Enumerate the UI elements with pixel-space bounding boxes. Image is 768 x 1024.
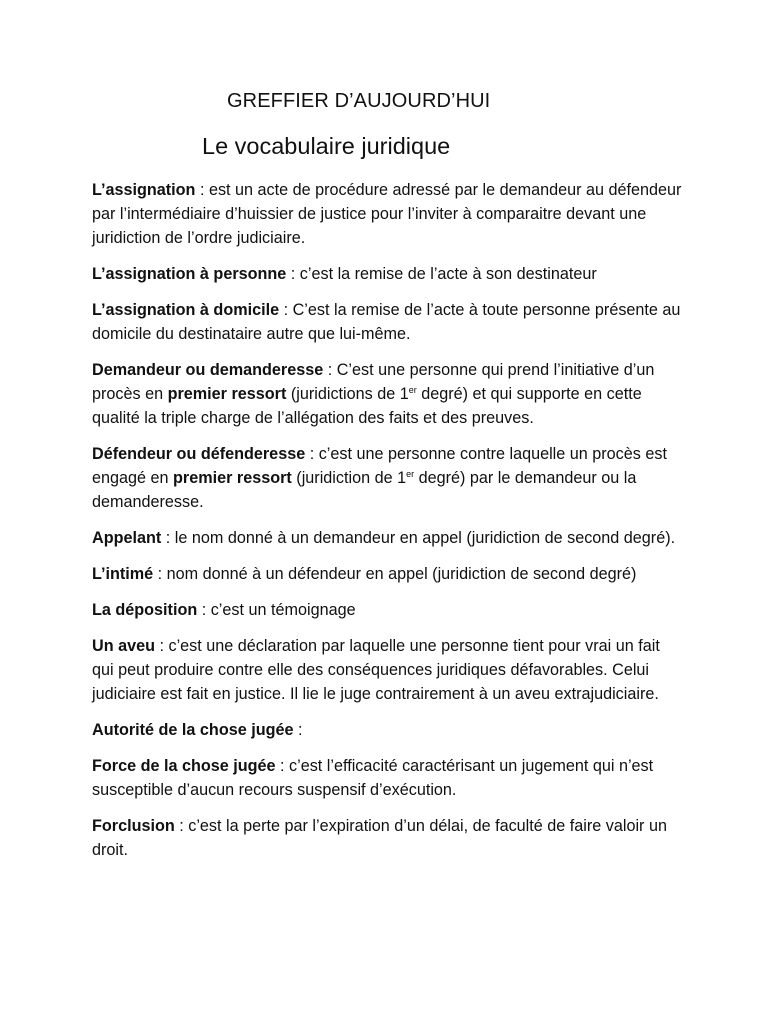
entry-definition: : c’est une déclaration par laquelle une personne tient pour vrai un fait qui peut produire contre elle des conséquences juridiques défavorables. Celui judiciaire est fait en justice. Il lie le juge contrairement à un aveu extrajudiciaire. bbox=[92, 637, 660, 703]
glossary-entry-intime bbox=[92, 562, 682, 586]
entry-emphasis: premier ressort bbox=[167, 385, 287, 403]
glossary-entry-force-chose-jugee bbox=[92, 754, 682, 802]
entry-definition: : C’est la remise de l’acte à toute personne présente au domicile du destinataire autre que lui-même. bbox=[92, 301, 681, 343]
entry-term: Demandeur ou demanderesse bbox=[92, 361, 324, 379]
entry-term: L’assignation à domicile bbox=[92, 301, 280, 319]
entry-definition-part: degré) par le demandeur ou la demanderesse. bbox=[92, 469, 637, 511]
glossary-entry-assignation-a-domicile bbox=[92, 298, 682, 346]
glossary-entry-assignation-a-personne bbox=[92, 262, 682, 286]
entry-term: L’assignation bbox=[92, 181, 196, 199]
entry-definition: : est un acte de procédure adressé par le demandeur au défendeur par l’intermédiaire d’huissier de justice pour l’inviter à comparaitre devant une juridiction de l’ordre judiciaire. bbox=[92, 181, 682, 247]
glossary-list bbox=[92, 178, 682, 874]
entry-definition-part: degré) et qui supporte en cette qualité la triple charge de l’allégation des faits et des preuves. bbox=[92, 385, 642, 427]
entry-definition-part: : c’est une personne contre laquelle un procès est engagé en bbox=[92, 445, 667, 487]
entry-definition: : c’est la remise de l’acte à son destinateur bbox=[286, 265, 597, 283]
glossary-entry-deposition bbox=[92, 598, 682, 622]
glossary-entry-assignation bbox=[92, 178, 682, 250]
entry-definition: : c’est l’efficacité caractérisant un jugement qui n’est susceptible d’aucun recours suspensif d’exécution. bbox=[92, 757, 654, 799]
entry-definition: : c’est la perte par l’expiration d’un délai, de faculté de faire valoir un droit. bbox=[92, 817, 667, 859]
entry-definition: : le nom donné à un demandeur en appel (juridiction de second degré). bbox=[161, 529, 676, 547]
entry-definition: : nom donné à un défendeur en appel (juridiction de second degré) bbox=[153, 565, 637, 583]
glossary-entry-autorite-chose-jugee bbox=[92, 718, 682, 742]
entry-term: Défendeur ou défenderesse bbox=[92, 445, 306, 463]
entry-term: La déposition bbox=[92, 601, 198, 619]
entry-term: L’intimé bbox=[92, 565, 154, 583]
entry-term: Forclusion bbox=[92, 817, 175, 835]
glossary-entry-appelant bbox=[92, 526, 682, 550]
entry-definition: : bbox=[293, 721, 303, 739]
glossary-entry-aveu bbox=[92, 634, 682, 706]
entry-definition-part: (juridiction de 1 bbox=[291, 469, 407, 487]
ordinal-superscript: er bbox=[406, 469, 415, 479]
entry-term: L’assignation à personne bbox=[92, 265, 287, 283]
document-title: GREFFIER D’AUJOURD’HUI bbox=[227, 90, 491, 112]
entry-term: Force de la chose jugée bbox=[92, 757, 276, 775]
glossary-entry-defendeur bbox=[92, 442, 682, 514]
document-subtitle: Le vocabulaire juridique bbox=[202, 133, 451, 159]
entry-definition-part: : C’est une personne qui prend l’initiative d’un procès en bbox=[92, 361, 655, 403]
ordinal-superscript: er bbox=[408, 385, 417, 395]
glossary-entry-forclusion bbox=[92, 814, 682, 862]
entry-term: Autorité de la chose jugée bbox=[92, 721, 294, 739]
entry-term: Appelant bbox=[92, 529, 162, 547]
entry-term: Un aveu bbox=[92, 637, 155, 655]
entry-emphasis: premier ressort bbox=[173, 469, 292, 487]
glossary-entry-demandeur bbox=[92, 358, 682, 430]
entry-definition: : c’est un témoignage bbox=[197, 601, 356, 619]
entry-definition-part: (juridictions de 1 bbox=[286, 385, 409, 403]
